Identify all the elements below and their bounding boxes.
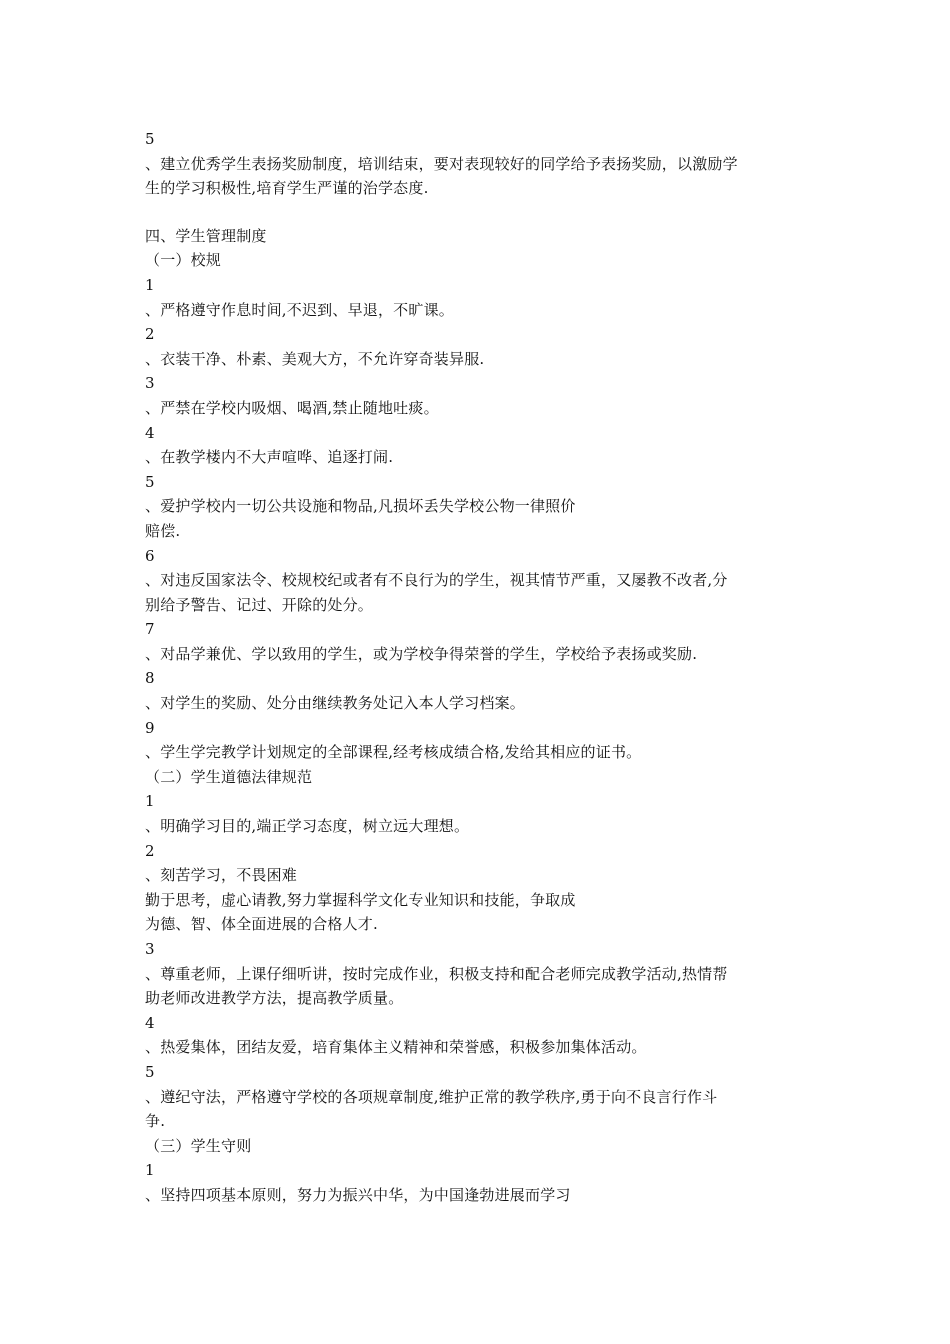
text-line: 、对品学兼优、学以致用的学生，或为学校争得荣誉的学生，学校给予表扬或奖励. xyxy=(145,644,698,663)
text-line: 、严格遵守作息时间,不迟到、早退，不旷课。 xyxy=(145,300,454,319)
item-number: 4 xyxy=(145,423,155,442)
item-number: 3 xyxy=(145,940,155,958)
text-line: 、对违反国家法令、校规校纪或者有不良行为的学生，视其情节严重，又屡教不改者,分 xyxy=(145,571,728,590)
text-line: 、对学生的奖励、处分由继续教务处记入本人学习档案。 xyxy=(145,694,526,713)
text-line: 生的学习积极性,培育学生严谨的治学态度. xyxy=(145,179,429,198)
item-number: 1 xyxy=(145,275,155,294)
text-line: 赔偿. xyxy=(145,521,181,540)
text-line: 、在教学楼内不大声喧哗、追逐打闹. xyxy=(145,448,394,467)
text-line: 、学生学完教学计划规定的全部课程,经考核成绩合格,发给其相应的证书。 xyxy=(145,743,642,762)
paragraph-block-b xyxy=(145,224,805,1208)
text-line: 、刻苦学习，不畏困难 xyxy=(145,866,298,885)
item-number: 8 xyxy=(145,669,155,688)
text-line: 、热爱集体，团结友爱，培育集体主义精神和荣誉感，积极参加集体活动。 xyxy=(145,1038,647,1057)
item-number: 7 xyxy=(145,620,155,639)
item-number: 2 xyxy=(145,841,155,860)
text-line: 、遵纪守法，严格遵守学校的各项规章制度,维护正常的教学秩序,勇于向不良言行作斗 xyxy=(145,1087,718,1106)
subsection-heading: （一）校规 xyxy=(145,251,222,270)
paragraph-gap xyxy=(145,201,805,224)
text-line: 、爱护学校内一切公共设施和物品,凡损坏丢失学校公物一律照价 xyxy=(145,497,576,516)
text-line: 、严禁在学校内吸烟、喝酒,禁止随地吐痰。 xyxy=(145,398,439,417)
text-line: 、衣装干净、朴素、美观大方，不允许穿奇装异服. xyxy=(145,349,485,368)
item-number: 1 xyxy=(145,792,155,811)
section-heading: 四、学生管理制度 xyxy=(145,226,267,245)
text-line: 别给予警告、记过、开除的处分。 xyxy=(145,595,374,614)
item-number: 1 xyxy=(145,1161,155,1180)
subsection-heading: （二）学生道德法律规范 xyxy=(145,767,313,786)
item-number: 4 xyxy=(145,1013,155,1032)
item-number: 9 xyxy=(145,718,155,737)
item-number: 5 xyxy=(145,1062,155,1081)
text-line: 、建立优秀学生表扬奖励制度，培训结束，要对表现较好的同学给予表扬奖励，以激励学 xyxy=(145,154,738,173)
item-number: 3 xyxy=(145,374,155,393)
text-line: 5 xyxy=(145,130,155,148)
item-number: 5 xyxy=(145,472,155,491)
text-line: 助老师改进教学方法，提高教学质量。 xyxy=(145,989,404,1008)
text-line: 、尊重老师，上课仔细听讲，按时完成作业，积极支持和配合老师完成教学活动,热情帮 xyxy=(145,964,728,983)
item-number: 2 xyxy=(145,325,155,344)
subsection-heading: （三）学生守则 xyxy=(145,1136,252,1155)
item-number: 6 xyxy=(145,546,155,565)
paragraph-block-a xyxy=(145,127,805,201)
text-line: 勤于思考，虚心请教,努力掌握科学文化专业知识和技能，争取成 xyxy=(145,890,576,909)
text-line: 为德、智、体全面进展的合格人才. xyxy=(145,915,378,934)
text-line: 争. xyxy=(145,1112,166,1131)
text-line: 、坚持四项基本原则，努力为振兴中华，为中国逢勃进展而学习 xyxy=(145,1185,571,1204)
document-body xyxy=(145,127,805,1208)
text-line: 、明确学习目的,端正学习态度，树立远大理想。 xyxy=(145,817,470,836)
